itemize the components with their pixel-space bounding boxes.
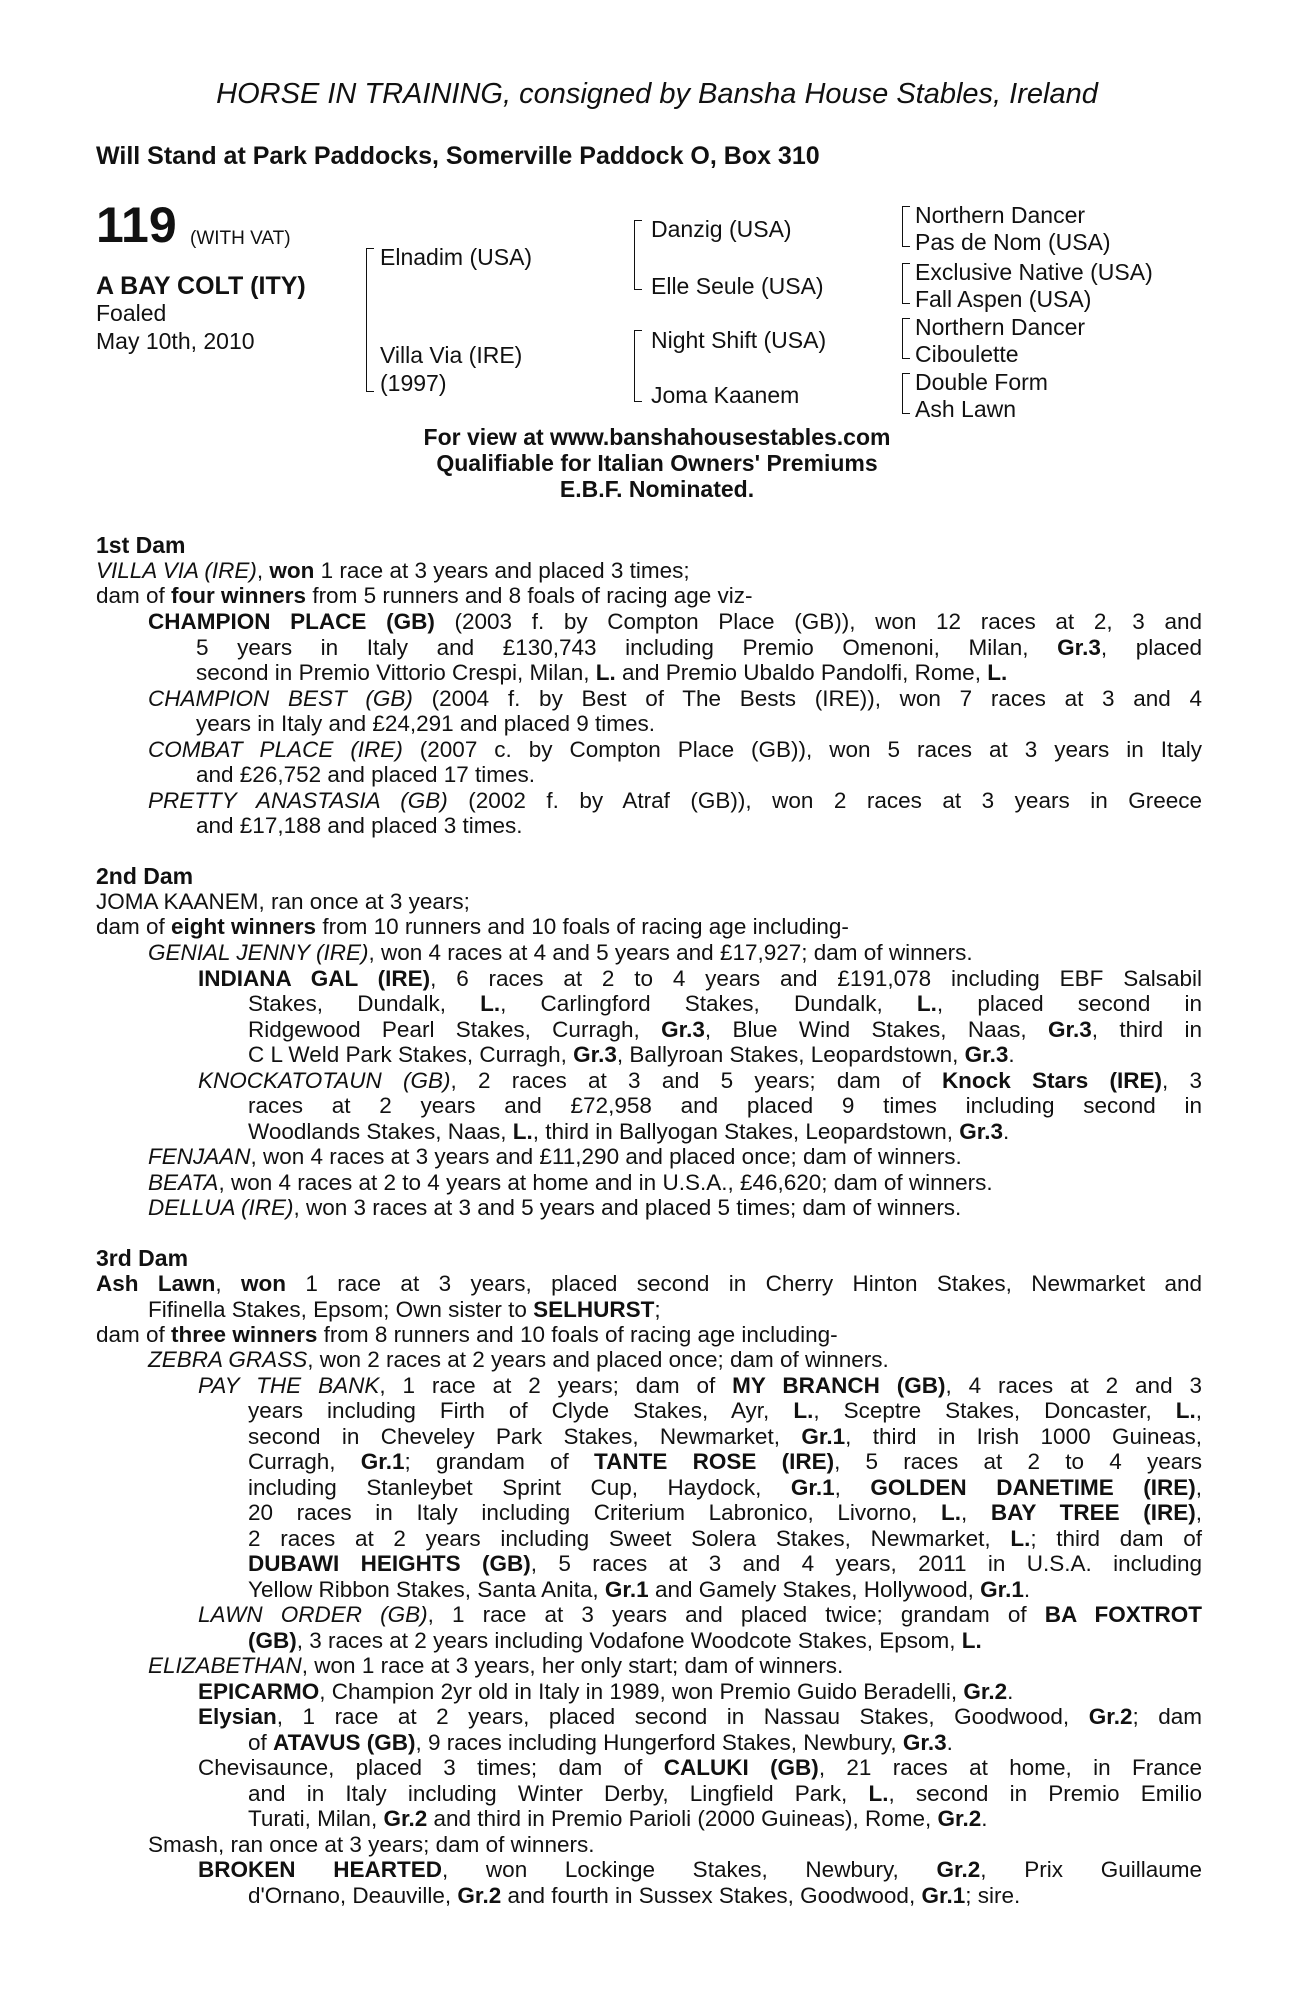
lot-number: 119 [96, 197, 177, 253]
foaled-label: Foaled [96, 300, 167, 326]
foaled-date: May 10th, 2010 [96, 328, 255, 354]
list-item: GENIAL JENNY (IRE), won 4 races at 4 and 5 years and £17,927; dam of winners. INDIANA GAL (IRE), 6 races at 2 to 4 years and £191,078 including EBF Salsabil Stakes, Dundalk, L., Carlingford Stakes, Dundalk, L., placed second in Ridgewood Pearl Stakes, Curragh, Gr.3, Blue Wind Stakes, Naas, Gr.3, third in C L Weld Park Stakes, Curragh, Gr.3, Ballyroan Stakes, Leopardstown, Gr.3. KNOCKATOTAUN (GB), 2 races at 3 and 5 years; dam of Knock Stars (IRE), 3 races at 2 years and £72,958 and placed 9 times including second in Woodlands Stakes, Naas, L., third in Ballyogan Stakes, Leopardstown, Gr.3. FENJAAN, won 4 races at 3 years and £11,290 and placed once; dam of winners. BEATA, won 4 races at 2 to 4 years at home and in U.S.A., £46,620; dam of winners. DELLUA (IRE), won 3 races at 3 and 5 years and placed 5 times; dam of winners. [148, 940, 1203, 1220]
list-item: CHAMPION PLACE (GB) (2003 f. by Compton Place (GB)), won 12 races at 2, 3 and 5 years in Italy and £130,743 including Premio Omenoni, Milan, Gr.3, placed second in Premio Vittorio Crespi, Milan, L. and Premio Ubaldo Pandolfi, Rome, L. CHAMPION BEST (GB) (2004 f. by Best of The Bests (IRE)), won 7 races at 3 and 4 years in Italy and £24,291 and placed 9 times. COMBAT PLACE (IRE) (2007 c. by Compton Place (GB)), won 5 races at 3 years in Italy and £26,752 and placed 17 times. PRETTY ANASTASIA (GB) (2002 f. by Atraf (GB)), won 2 races at 3 years in Greece and £17,188 and placed 3 times. [148, 609, 1203, 838]
list-item: ZEBRA GRASS, won 2 races at 2 years and placed once; dam of winners. PAY THE BANK, 1 race at 2 years; dam of MY BRANCH (GB), 4 races at 2 and 3 years including Firth of Clyde Stakes, Ayr, L., Sceptre Stakes, Doncaster, L., second in Cheveley Park Stakes, Newmarket, Gr.1, third in Irish 1000 Guineas, Curragh, Gr.1; grandam of TANTE ROSE (IRE), 5 races at 2 to 4 years including Stanleybet Sprint Cup, Haydock, Gr.1, GOLDEN DANETIME (IRE), 20 races in Italy including Criterium Labronico, Livorno, L., BAY TREE (IRE), 2 races at 2 years including Sweet Solera Stakes, Newmarket, L.; third dam of DUBAWI HEIGHTS (GB), 5 races at 3 and 4 years, 2011 in U.S.A. including Yellow Ribbon Stakes, Santa Anita, Gr.1 and Gamely Stakes, Hollywood, Gr.1. LAWN ORDER (GB), 1 race at 3 years and placed twice; grandam of BA FOXTROT (GB), 3 races at 2 years including Vodafone Woodcote Stakes, Epsom, L. ELIZABETHAN, won 1 race at 3 years, her only start; dam of winners. EPICARMO, Champion 2yr old in Italy in 1989, won Premio Guido Beradelli, Gr.2. Elysian, 1 race at 2 years, placed second in Nassau Stakes, Goodwood, Gr.2; dam of ATAVUS (GB), 9 races including Hungerford Stakes, Newbury, Gr.3. Chevisaunce, placed 3 times; dam of CALUKI (GB), 21 races at home, in France and in Italy including Winter Derby, Lingfield Park, L., second in Premio Emilio Turati, Milan, Gr.2 and third in Premio Parioli (2000 Guineas), Rome, Gr.2. Smash, ran once at 3 years; dam of winners. BROKEN HEARTED, won Lockinge Stakes, Newbury, Gr.2, Prix Guillaume d'Ornano, Deauville, Gr.2 and fourth in Sussex Stakes, Goodwood, Gr.1; sire. [148, 1347, 1203, 1908]
pedigree-brace-sire [634, 220, 642, 290]
pedigree-brace-g4 [902, 373, 910, 414]
first-dam-line-2: dam of four winners from 5 runners and 8 foals of racing age viz- [96, 583, 753, 608]
dam-dam-sire: Double Form [915, 369, 1048, 395]
first-dam-title: 1st Dam [96, 532, 186, 558]
sire: Elnadim (USA) [380, 244, 533, 270]
dam-sire: Night Shift (USA) [651, 327, 827, 353]
second-dam-line-1: JOMA KAANEM, ran once at 3 years; [96, 889, 470, 914]
dam-year: (1997) [380, 370, 447, 396]
ebf-note: E.B.F. Nominated. [559, 476, 755, 502]
page-title: HORSE IN TRAINING, consigned by Bansha House Stables, Ireland [216, 78, 1098, 110]
second-dam-title: 2nd Dam [96, 863, 194, 889]
dam-sire-dam: Ciboulette [915, 341, 1019, 367]
pedigree-brace-g2 [902, 263, 910, 304]
view-link: For view at www.banshahousestables.com [423, 424, 891, 450]
dam: Villa Via (IRE) [380, 342, 523, 368]
dam-dam: Joma Kaanem [651, 382, 800, 408]
lot-vat: (WITH VAT) [190, 228, 291, 249]
dam-sire-sire: Northern Dancer [915, 314, 1086, 340]
lot-description: A BAY COLT (ITY) [96, 272, 306, 300]
sire-dam: Elle Seule (USA) [651, 273, 824, 299]
third-dam-title: 3rd Dam [96, 1245, 189, 1271]
pedigree-brace-dam [634, 330, 642, 402]
third-dam-intro: Ash Lawn, won 1 race at 3 years, placed second in Cherry Hinton Stakes, Newmarket and Fifinella Stakes, Epsom; Own sister to SELHURST; dam of three winners from 8 runners and 10 foals of racing age including- [96, 1271, 1202, 1347]
sire-sire-dam: Pas de Nom (USA) [915, 229, 1111, 255]
pedigree-brace-g3 [902, 318, 910, 359]
pedigree-brace-main [366, 248, 374, 392]
sire-sire: Danzig (USA) [651, 216, 792, 242]
dam-dam-dam: Ash Lawn [915, 396, 1017, 422]
sire-dam-dam: Fall Aspen (USA) [915, 286, 1092, 312]
second-dam-line-2: dam of eight winners from 10 runners and 10 foals of racing age including- [96, 914, 849, 939]
first-dam-line-1: VILLA VIA (IRE), won 1 race at 3 years and placed 3 times; [96, 558, 690, 583]
stand-location: Will Stand at Park Paddocks, Somerville Paddock O, Box 310 [96, 142, 820, 170]
pedigree-brace-g1 [902, 206, 910, 247]
premiums-note: Qualifiable for Italian Owners' Premiums [436, 450, 878, 476]
sire-dam-sire: Exclusive Native (USA) [915, 259, 1153, 285]
sire-sire-sire: Northern Dancer [915, 202, 1086, 228]
